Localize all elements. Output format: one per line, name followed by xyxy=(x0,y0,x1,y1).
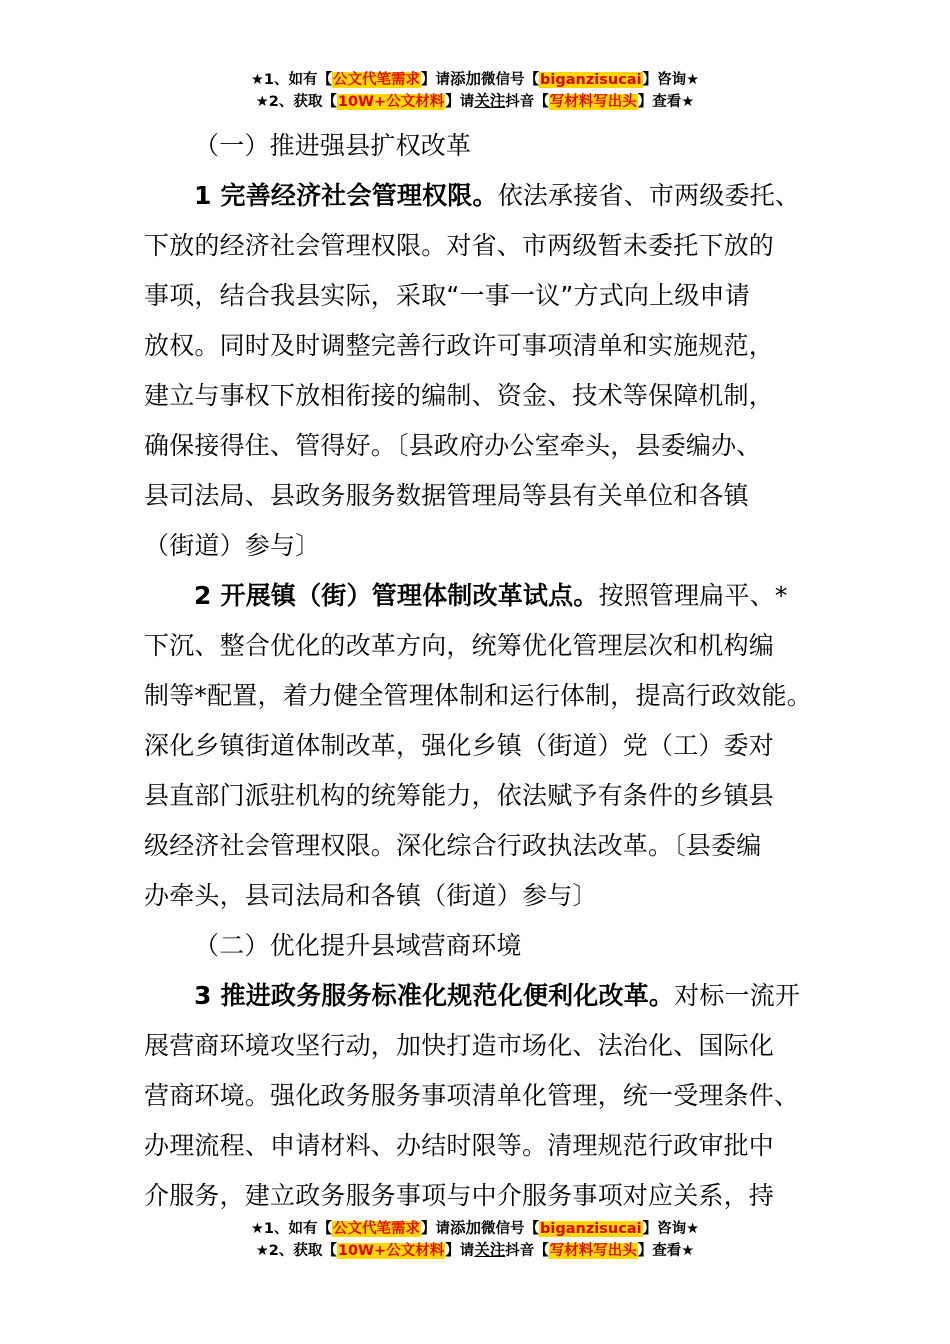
banner-highlight: 写材料写出头 xyxy=(549,94,637,110)
paragraph-line: 展营商环境攻坚行动，加快打造市场化、法治化、国际化 xyxy=(144,1031,775,1060)
banner-text: ★2、获取【 xyxy=(255,1243,337,1259)
banner-highlight: biganzisucai xyxy=(540,1221,642,1237)
item-2-title: 2 开展镇（街）管理体制改革试点。 xyxy=(194,581,599,610)
banner-text: 】请 xyxy=(421,1221,450,1237)
paragraph-line: 制等*配置，着力健全管理体制和运行体制，提高行政效能。 xyxy=(144,681,812,710)
banner-line-2 xyxy=(0,90,950,112)
paragraph-line: 确保接得住、管得好。〔县政府办公室牵头，县委编办、 xyxy=(144,431,762,460)
banner-text: 】请 xyxy=(421,72,450,88)
section-heading-2: （二）优化提升县域营商环境 xyxy=(194,931,522,960)
banner-highlight: 写材料写出头 xyxy=(549,1243,637,1259)
banner-line-2 xyxy=(0,1239,950,1261)
item-2-first-line xyxy=(144,571,814,621)
paragraph-line: 放权。同时及时调整完善行政许可事项清单和实施规范， xyxy=(144,331,775,360)
paragraph-line: 事项，结合我县实际，采取“一事一议”方式向上级申请 xyxy=(144,281,750,310)
banner-text: 】咨询★ xyxy=(642,72,700,88)
banner-highlight: 公文代笔需求 xyxy=(333,72,420,88)
paragraph-line: （街道）参与〕 xyxy=(144,531,321,560)
banner-line-1 xyxy=(0,68,950,90)
section-heading-1: （一）推进强县扩权改革 xyxy=(194,131,472,160)
paragraph-line: 营商环境。强化政务服务事项清单化管理，统一受理条件、 xyxy=(144,1081,800,1110)
paragraph-line: 级经济社会管理权限。深化综合行政执法改革。〔县委编 xyxy=(144,831,762,860)
paragraph-line: 建立与事权下放相衔接的编制、资金、技术等保障机制， xyxy=(144,381,775,410)
paragraph-line: 办理流程、申请材料、办结时限等。清理规范行政审批中 xyxy=(144,1131,775,1160)
banner-highlight: 10W+公文材料 xyxy=(337,1243,445,1259)
banner-text: ★1、如有【 xyxy=(250,72,332,88)
paragraph-text: 按照管理扁平、* xyxy=(598,581,788,610)
paragraph-line: 县直部门派驻机构的统筹能力，依法赋予有条件的乡镇县 xyxy=(144,781,775,810)
banner-text: ★1、如有【 xyxy=(250,1221,332,1237)
paragraph-line: 下放的经济社会管理权限。对省、市两级暂未委托下放的 xyxy=(144,231,775,260)
item-3-title: 3 推进政务服务标准化规范化便利化改革。 xyxy=(194,981,675,1010)
paragraph-line: 办牵头，县司法局和各镇（街道）参与〕 xyxy=(144,881,598,910)
paragraph-line: 下沉、整合优化的改革方向，统筹优化管理层次和机构编 xyxy=(144,631,775,660)
banner-emphasis: 关注 xyxy=(474,1241,506,1259)
document-body xyxy=(144,121,814,1221)
banner-text: 】查看★ xyxy=(637,94,695,110)
paragraph-line: 县司法局、县政务服务数据管理局等县有关单位和各镇 xyxy=(144,481,749,510)
top-banner xyxy=(0,68,950,112)
banner-text: 】请 xyxy=(445,94,475,110)
banner-text: 】查看★ xyxy=(637,1243,695,1259)
banner-text: ★2、获取【 xyxy=(255,94,337,110)
paragraph-line: 深化乡镇街道体制改革，强化乡镇（街道）党（工）委对 xyxy=(144,731,775,760)
item-3-first-line xyxy=(144,971,814,1021)
banner-highlight: biganzisucai xyxy=(540,72,642,88)
banner-text: 抖音【 xyxy=(505,1243,549,1259)
banner-text: 】请 xyxy=(445,1243,475,1259)
paragraph-line: 介服务，建立政务服务事项与中介服务事项对应关系，持 xyxy=(144,1181,775,1210)
banner-text: 】咨询★ xyxy=(642,1221,700,1237)
banner-line-1 xyxy=(0,1217,950,1239)
banner-emphasis: 添加 xyxy=(450,1219,482,1237)
item-1-title: 1 完善经济社会管理权限。 xyxy=(194,181,498,210)
paragraph-text: 依法承接省、市两级委托、 xyxy=(497,181,801,210)
banner-text: 抖音【 xyxy=(505,94,549,110)
banner-highlight: 10W+公文材料 xyxy=(337,94,445,110)
banner-emphasis: 添加 xyxy=(450,70,482,88)
banner-text: 微信号【 xyxy=(481,72,540,88)
bottom-banner xyxy=(0,1217,950,1261)
item-1-first-line xyxy=(144,171,814,221)
banner-emphasis: 关注 xyxy=(474,92,506,110)
banner-text: 微信号【 xyxy=(481,1221,540,1237)
paragraph-text: 对标一流开 xyxy=(674,981,801,1010)
banner-highlight: 公文代笔需求 xyxy=(333,1221,420,1237)
